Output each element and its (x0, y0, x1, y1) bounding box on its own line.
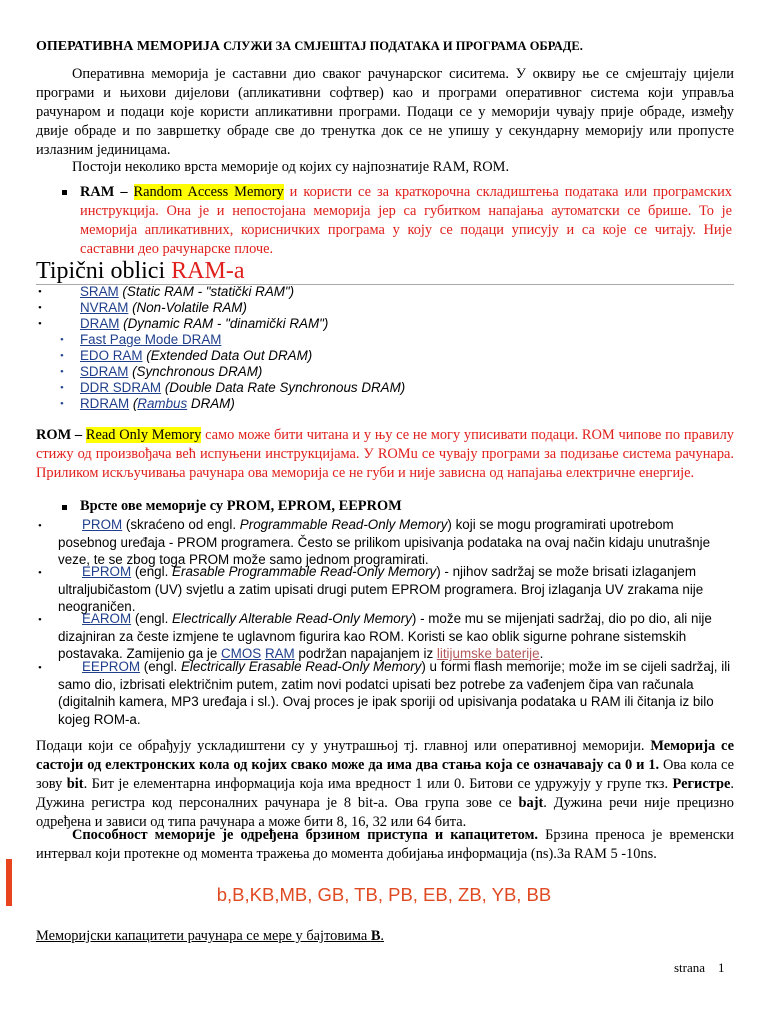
para-bold: bajt (518, 795, 544, 811)
link-battery[interactable]: litijumske baterije (436, 646, 540, 661)
ram-paragraph (80, 183, 732, 259)
list-item-desc: ( (129, 396, 138, 411)
para-text: . Дужина речи није прецизно одређена и зависи од типа рачунара а може бити 8, 16, 32 или 64 бита. (36, 795, 735, 830)
link-cmos[interactable]: CMOS (221, 646, 262, 661)
units-line: b,B,KB,MB, GB, TB, PB, EB, ZB, YB, BB (216, 884, 552, 905)
title-rest: СЛУЖИ ЗА СМЈЕШТАЈ ПОДАТАКА И ПРОГРАМА ОБРАДЕ. (220, 39, 583, 53)
link-nvram[interactable]: NVRAM (80, 300, 129, 315)
link-eprom[interactable]: EPROM (82, 564, 132, 579)
link-ram[interactable]: RAM (264, 646, 295, 661)
list-item (80, 396, 235, 412)
list-item-eeprom (58, 658, 734, 728)
ram-dash: – (114, 184, 134, 200)
link-earom[interactable]: EAROM (82, 611, 132, 626)
link-eeprom[interactable]: EEPROM (82, 659, 141, 674)
item-text: ) - može mu se mijenjati sadržaj, dio po dio, ali nije dizajniran za česte izmjene te uglavnom figurira kao ROM. Koristi se kao oblik sigurne pohrane sistemskih postavaka. Zamijenio ga je (58, 611, 712, 661)
rom-description: само може бити читана и у њу се не могу уписивати подаци. ROM чипове по правилу стижу од произвођача већ испуњени инструкцијама. У ROMu се чувају програми за подизање система рачунара. Приликом искључивања рачунара ова меморија се не губи и није зависна од напајања електричне енергије. (36, 427, 734, 481)
link-fast-page-mode[interactable]: Fast Page Mode DRAM (80, 332, 222, 347)
memory-kinds-paragraph: Постоји неколико врста меморије од којих су најпознатије RAM, ROM. (72, 159, 510, 175)
para-bold: Способност меморије је одређена брзином приступа и капацитетом. (72, 827, 539, 843)
list-item (80, 380, 405, 396)
list-item-desc: (Double Data Rate Synchronous DRAM) (161, 380, 406, 395)
page-title (36, 38, 583, 55)
list-item (80, 348, 312, 364)
rom-full-name: Read Only Memory (85, 427, 202, 443)
bullet-icon: • (38, 286, 42, 298)
bullet-icon: • (38, 318, 42, 330)
list-item-desc: DRAM) (187, 396, 235, 411)
link-edo-ram[interactable]: EDO RAM (80, 348, 143, 363)
rom-types-heading: Врсте ове меморије су PROM, EPROM, EEPROM (80, 498, 402, 514)
bullet-icon: • (60, 366, 64, 378)
item-text: . (539, 646, 544, 661)
rom-paragraph (36, 426, 734, 483)
ram-types-heading (36, 257, 244, 285)
para-bold: bit (66, 776, 84, 792)
bullet-icon: • (38, 520, 42, 532)
title-bold: ОПЕРАТИВНА МЕМОРИЈА (36, 39, 221, 54)
item-text: (skraćeno od engl. (122, 517, 240, 532)
para-bold: Меморија се састоји од електронских кола од којих свако може да има два стања која се означавају са 0 и 1. (36, 738, 734, 773)
item-text: (engl. (140, 659, 181, 674)
link-prom[interactable]: PROM (82, 517, 123, 532)
list-item-earom (58, 610, 734, 663)
para-text: Брзина преноса је временски интервал који протекне од момента тражења до момента добијања информација (ns).За RAM 5 -10ns. (36, 827, 734, 862)
bullet-icon: • (60, 382, 64, 394)
speed-paragraph (36, 826, 734, 864)
list-item (80, 300, 247, 316)
ram-heading-highlight: RAM-a (171, 258, 245, 284)
list-item-desc: (Non-Volatile RAM) (128, 300, 247, 315)
item-italic: Erasable Programmable Read-Only Memory (172, 564, 437, 579)
para-text: . (380, 928, 385, 944)
link-dram[interactable]: DRAM (80, 316, 120, 331)
item-text: ) - njihov sadržaj se može brisati izlaganjem ultraljubičastom (UV) svjetlu a zatim upisati drugi putem EPROM programera. Broj izlaganja UV zrakama nije neograničen. (58, 564, 704, 614)
list-item-prom (58, 516, 734, 569)
rom-dash: – (71, 427, 86, 443)
bullet-icon: • (38, 567, 42, 579)
link-ddr-sdram[interactable]: DDR SDRAM (80, 380, 162, 395)
para-text: . Дужина регистра код персоналних рачунара је 8 bit-а. Ова група зове се (36, 776, 734, 811)
link-rambus[interactable]: Rambus (137, 396, 188, 411)
para-text: Ова кола се зову (36, 757, 735, 792)
item-text: podržan napajanjem iz (294, 646, 437, 661)
link-sdram[interactable]: SDRAM (80, 364, 129, 379)
square-bullet-icon (62, 505, 67, 510)
list-item-eprom (58, 563, 734, 616)
item-text: ) koji se mogu programirati upotrebom posebnog uređaja - PROM programera. Često se prilikom upisivanja podataka na ovaj način kidaju unutrašnje veze, te se zbog toga PROM može samo jednom programirati. (58, 517, 711, 567)
list-item (80, 364, 262, 380)
item-text: (engl. (131, 611, 173, 626)
item-text: (engl. (131, 564, 173, 579)
para-text: . Бит је елементарна информација која има вредност 1 или 0. Битови се удружују у групе ткз. (83, 776, 673, 792)
square-bullet-icon (62, 190, 67, 195)
list-item-desc: (Static RAM - "statički RAM") (118, 284, 295, 299)
bullet-icon: • (60, 350, 64, 362)
page-number: strana 1 (674, 960, 725, 975)
ram-full-name: Random Access Memory (133, 184, 284, 200)
bullet-icon: • (60, 334, 64, 346)
para-bold: B (370, 928, 381, 944)
para-text: Меморијски капацитети рачунара се мере у бајтовима (36, 928, 371, 944)
ram-heading-prefix: Tipični oblici (36, 258, 172, 284)
list-item-desc: (Extended Data Out DRAM) (142, 348, 313, 363)
rom-label: ROM (36, 427, 72, 443)
item-text: ) u formi flash memorije; može im se cijeli sadržaj, ili samo dio, izbrisati električnim putem, zatim novi podatci upisati bez potrebe za vađenjem čipa van računala (digitalnih kamera, MP3 uređaja i sl.). Ovaj proces je ipak sporiji od upisivanja podataka u RAM ili čitanja iz bilo kojeg ROM-a. (58, 659, 731, 727)
para-text: Подаци који се обрађују ускладиштени су у унутрашњој тј. главној или оперативној меморији. (36, 738, 651, 754)
bullet-icon: • (38, 614, 42, 626)
bullet-icon: • (38, 302, 42, 314)
list-item (80, 316, 328, 332)
list-item-desc: (Dynamic RAM - "dinamički RAM") (119, 316, 329, 331)
link-sram[interactable]: SRAM (80, 284, 119, 299)
list-item (80, 284, 294, 300)
list-item-desc: (Synchronous DRAM) (128, 364, 263, 379)
item-italic: Electrically Alterable Read-Only Memory (172, 611, 412, 626)
bullet-icon: • (38, 662, 42, 674)
ram-description: и користи се за краткорочна складиштења података или програмских инструкција. Она је и непостојана меморија јер са губитком напајања аутоматски се брише. То је меморија апликативних, корисничких програма у коју се подаци уписују и са које се читају. Није саставни део рачунарске плоче. (80, 184, 733, 257)
para-bold: Регистре (672, 776, 731, 792)
memory-paragraph (36, 737, 734, 832)
item-italic: Programmable Read-Only Memory (239, 517, 448, 532)
link-rdram[interactable]: RDRAM (80, 396, 130, 411)
item-italic: Electrically Erasable Read-Only Memory (180, 659, 422, 674)
capacity-line (36, 928, 384, 945)
intro-paragraph: Оперативна меморија је саставни дио сваког рачунарског сиситема. У оквиру ње се смјештају цијели програми и њихови дијелови (апликативни софтвер) као и програми оперативног система који управља рачунаром и подаци које користи апликативни програми. Подаци се у меморији чувају прије обраде, између двије обраде и по завршетку обраде све до тренутка док се не упишу у секундарну меморију или пропусте излазним јединицама. (36, 66, 734, 158)
bullet-icon: • (60, 398, 64, 410)
ram-label: RAM (80, 184, 115, 200)
list-item (80, 332, 221, 348)
